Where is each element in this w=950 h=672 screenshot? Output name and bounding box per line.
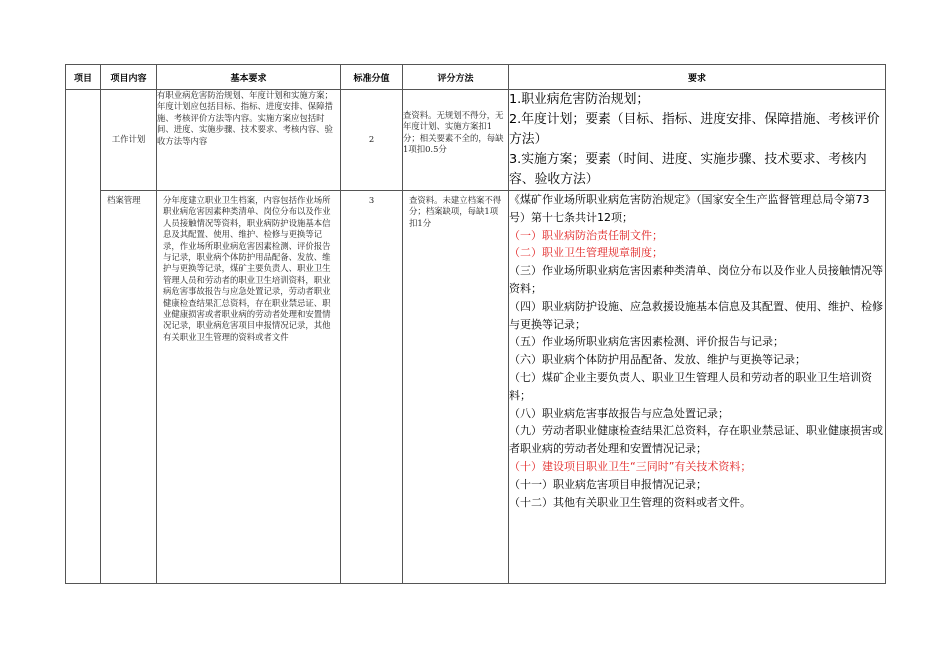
content-text: 工作计划 [111,134,146,145]
score-cell [341,191,403,584]
requirement-line-highlighted: （一）职业病防治责任制文件； [509,228,663,242]
requirement-line: （五）作业场所职业病危害因素检测、评价报告与记录； [509,335,784,349]
requirement-line: （九）劳动者职业健康检查结果汇总资料，存在职业禁忌证、职业健康损害或者职业病的劳动者处理和安置情况记录； [509,424,883,456]
header-requirements: 要求 [509,65,886,90]
requirement-line: （三）作业场所职业病危害因素种类清单、岗位分布以及作业人员接触情况等资料； [509,264,883,295]
basic-text: 有职业病危害防治规划、年度计划和实施方案；年度计划应包括目标、指标、进度安排、保障措施、考核评价方法等内容。实施方案应包括时间、进度、实施步骤、技术要求、考核内容、验收方法等内容 [157,90,333,146]
content-cell [101,191,157,584]
requirement-line: （八）职业病危害事故报告与应急处置记录； [509,406,729,420]
requirements-cell [509,191,886,584]
item-cell [66,90,101,584]
header-content: 项目内容 [101,65,157,90]
method-text: 查资料。未建立档案不得分；档案缺项，每缺1项扣1分 [409,195,502,228]
header-basic-requirement: 基本要求 [157,65,341,90]
header-item: 项目 [66,65,101,90]
method-cell [403,90,509,191]
requirement-line: （七）煤矿企业主要负责人、职业卫生管理人员和劳动者的职业卫生培训资料； [509,370,872,402]
score-cell [341,90,403,191]
basic-text: 分年度建立职业卫生档案，内容包括作业场所职业病危害因素种类清单、岗位分布以及作业人员接触情况等资料，职业病防护设施基本信息及其配置、使用、维护、检修与更换等记录，作业场所职业病危害因素检测、评价报告与记录，职业病个体防护用品配备、发放、维护与更换等记录，煤矿主要负责人、职业卫生管理人员和劳动者的职业卫生培训资料，职业病危害事故报告与应急处置记录，劳动者职业健康检查结果汇总资料，存在职业禁忌证、职业健康损害或者职业病的劳动者处理和安置情况记录，职业病危害项目申报情况记录，其他有关职业卫生管理的资料或者文件 [163,195,331,342]
method-cell [403,191,509,584]
requirement-line: 《煤矿作业场所职业病危害防治规定》（国家安全生产监督管理总局令第73号）第十七条共计12项； [509,193,870,224]
table-row [66,191,886,584]
requirement-line: 3.实施方案；要素（时间、进度、实施步骤、技术要求、考核内容、验收方法） [509,152,867,187]
table-row [66,90,886,191]
requirement-line-highlighted: （十）建设项目职业卫生“三同时”有关技术资料； [509,459,752,473]
requirement-line: （六）职业病个体防护用品配备、发放、维护与更换等记录； [509,353,806,367]
requirement-line: （十二）其他有关职业卫生管理的资料或者文件。 [509,495,751,509]
method-text: 查资料。无规划不得分，无年度计划、实施方案扣1分；相关要素不全的，每缺1项扣0.5分 [403,110,504,155]
header-scoring-method: 评分方法 [403,65,509,90]
requirement-line: （四）职业病防护设施、应急救援设施基本信息及其配置、使用、维护、检修与更换等记录； [509,299,883,331]
requirement-line: 1.职业病危害防治规划； [509,92,650,107]
requirement-line: 2.年度计划；要素（目标、指标、进度安排、保障措施、考核评价方法） [509,112,880,147]
header-row [66,65,886,90]
requirement-line: （十一）职业病危害项目申报情况记录； [509,477,707,491]
header-standard-score: 标准分值 [341,65,403,90]
score-value: 3 [368,195,375,205]
basic-cell [157,90,341,191]
requirements-cell [509,90,886,191]
standard-table [65,64,886,584]
basic-cell [157,191,341,584]
requirement-line-highlighted: （二）职业卫生管理规章制度； [509,246,663,260]
score-value: 2 [368,134,375,145]
content-text: 档案管理 [107,195,141,205]
content-cell [101,90,157,191]
